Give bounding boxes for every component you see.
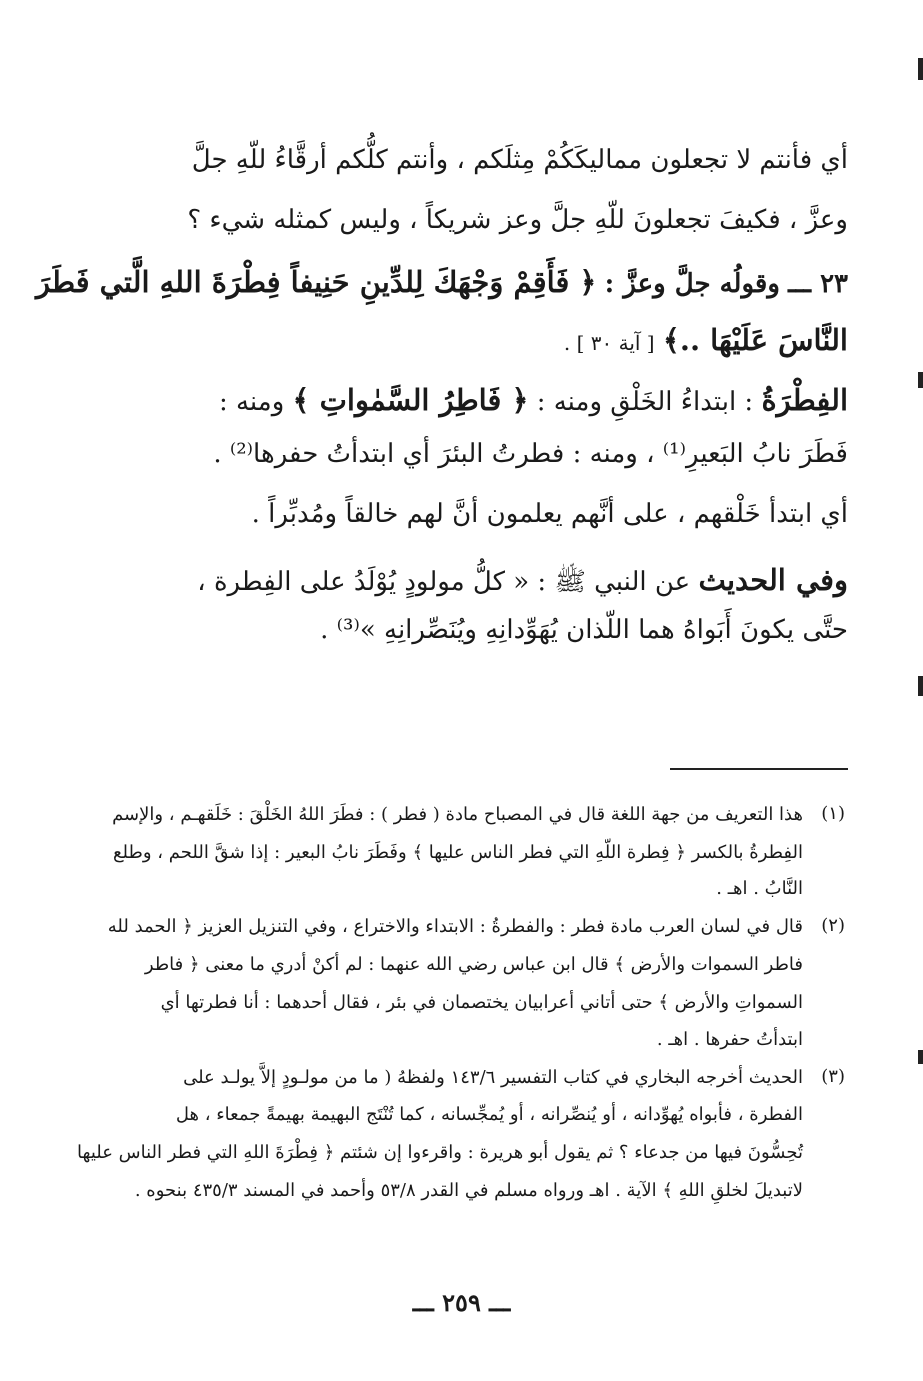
- definition-line: [105, 380, 848, 422]
- footnote-line: فاطر السموات والأرض ﴾ قال ابن عباس رضي الله عنهما : لم أكنْ أدري ما معنى ﴿ فاطر: [144, 954, 803, 975]
- footnote-line: الفِطرةُ بالكسر ﴿ فِطرة اللّهِ التي فطر الناس عليها ﴾ وفَطَرَ نابُ البعير : إذا شقَّ اللحم ، وطلع: [112, 842, 803, 863]
- verse-reference: [ آية ٣٠ ] .: [563, 331, 655, 355]
- footnote-line: الفطرة ، فأبواه يُهوِّدانه ، أو يُنصِّرانه ، أو يُمجِّسانه ، كما تُنْتَج البهيمة بهيمةً جمعاء ، هل: [175, 1104, 803, 1125]
- quran-verse: النَّاسَ عَلَيْهَا ..﴾: [662, 323, 848, 357]
- quran-quote: ﴿ فَاطِرُ السَّمٰواتِ ﴾: [292, 383, 529, 417]
- definition-text: ومنه :: [218, 387, 285, 417]
- margin-mark: [918, 676, 923, 696]
- hadith-line: [105, 560, 848, 602]
- margin-mark: [918, 1050, 923, 1064]
- verse-intro: وقولُه جلَّ وعزَّ :: [604, 269, 780, 299]
- verse-line: [35, 262, 848, 304]
- footnote-line: ابتدأتُ حفرها . اهـ .: [656, 1029, 803, 1050]
- footnote-line: الحديث أخرجه البخاري في كتاب التفسير ١٤٣/٦ ولفظهُ ( ما من مولـودٍ إلاَّ يولـد على: [183, 1067, 803, 1088]
- hadith-line: حتَّى يكونَ أَبَواهُ هما اللّذان يُهَوِّدانِهِ ويُنَصِّرانِهِ »⁽³⁾ .: [320, 615, 848, 645]
- body-line: أي ابتدأ خَلْقهم ، على أنَّهم يعلمون أنَّ لهم خالقاً ومُدبِّراً .: [251, 499, 848, 529]
- body-line: وعزَّ ، فكيفَ تجعلونَ للّهِ جلَّ وعز شريكاً ، وليس كمثله شيء ؟: [187, 205, 848, 235]
- footnote-line: السمواتِ والأرض ﴾ حتى أتاني أعرابيان يختصمان في بئر ، فقال أحدهما : أنا فطرتها أي: [160, 992, 803, 1013]
- definition-text: : ابتداءُ الخَلْقِ ومنه :: [536, 387, 754, 417]
- verse-line: [105, 320, 848, 363]
- footnote-line: قال في لسان العرب مادة فطر : والفطرةُ : الابتداء والاختراع ، وفي التنزيل العزيز ﴿ الحمد لله: [107, 916, 803, 937]
- footnote-separator: [670, 768, 848, 770]
- footnote-number: (٢): [821, 915, 845, 936]
- verse-number: ٢٣ ـــ: [788, 269, 848, 299]
- margin-mark: [918, 372, 923, 388]
- hadith-heading: وفي الحديث: [698, 563, 848, 597]
- definition-term: الفِطْرَةُ: [761, 383, 848, 417]
- quran-verse: ﴿ فَأَقِمْ وَجْهَكَ لِلدِّينِ حَنِيفاً فِطْرَةَ اللهِ الَّتي فَطَرَ: [35, 265, 597, 299]
- footnote-line: تُحِسُّونَ فيها من جدعاء ؟ ثم يقول أبو هريرة : واقرءوا إن شئتم ﴿ فِطْرَةَ اللهِ التي فطر الناس عليها: [77, 1142, 803, 1163]
- margin-mark: [918, 58, 923, 80]
- footnote-line: النَّابُ . اهـ .: [716, 878, 803, 899]
- definition-line: فَطَرَ نابُ البَعيرِ⁽¹⁾ ، ومنه : فطرتُ البئرَ أي ابتدأتُ حفرها⁽²⁾ .: [213, 439, 848, 469]
- footnote-number: (١): [821, 803, 845, 824]
- footnote-line: لاتبديلَ لخلقِ اللهِ ﴾ الآية . اهـ ورواه مسلم في القدر ٥٣/٨ وأحمد في المسند ٤٣٥/٣ بنحوه .: [134, 1180, 803, 1201]
- page-number: ـــ ٢٥٩ ـــ: [412, 1288, 511, 1317]
- hadith-text: عن النبي ﷺ : « كلُّ مولودٍ يُوْلَدُ على الفِطرة ،: [197, 567, 691, 597]
- body-line: أي فأنتم لا تجعلون مماليكَكُمْ مِثلَكم ، وأنتم كلُّكم أرقَّاءُ للّهِ جلَّ: [191, 145, 848, 175]
- footnote-number: (٣): [821, 1066, 845, 1087]
- footnote-line: هذا التعريف من جهة اللغة قال في المصباح مادة ( فطر ) : فطَرَ اللهُ الخَلْقَ : خَلَقهـم ، والإسم: [112, 804, 803, 825]
